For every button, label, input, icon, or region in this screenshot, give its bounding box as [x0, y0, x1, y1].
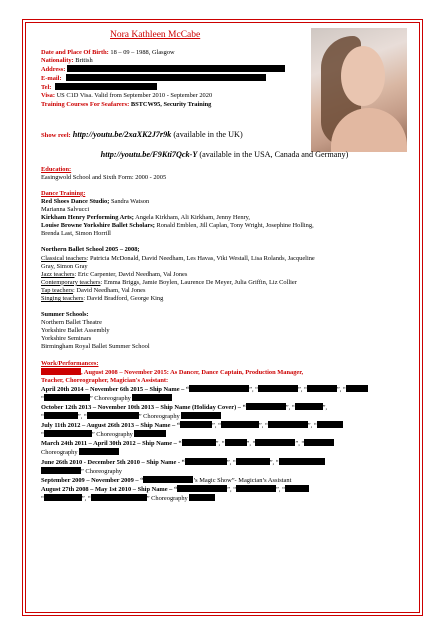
tel-line: Tel:: [41, 83, 408, 92]
showreel-link-1[interactable]: http://youtu.be/2xaXK2J7r9k: [72, 129, 172, 139]
dance-training-item: Louise Browne Yorkshire Ballet Scholars; Ronald Emblen, Jill Caplan, Tony Wright, Josephine Holling,: [41, 222, 314, 230]
nbs-line: Tap teachers: David Needham, Val Jones: [41, 286, 146, 294]
showreel-link-2[interactable]: http://youtu.be/F9Kti7Qck-Y: [100, 149, 198, 159]
summer-school-item: Yorkshire Seminars: [41, 335, 92, 343]
dance-training-heading: Dance Training:: [41, 189, 86, 197]
resume-content: [41, 30, 408, 503]
nbs-line: Jazz teachers: Eric Carpenter, David Needham, Val Jones: [41, 270, 188, 278]
summer-heading: Summer Schools:: [41, 311, 89, 319]
redacted-email: [66, 74, 266, 81]
work-line: April 20th 2014 – November 6th 2015 – Ship Name – “ ”, “ ”, “ ”, “: [41, 385, 408, 394]
redacted-address: [67, 65, 285, 72]
work-line: September 2009 – November 2009 – “ ’s Magic Show”- Magician’s Assistant: [41, 476, 292, 484]
nbs-line: Gray, Simon Gray: [41, 262, 88, 270]
summer-school-item: Yorkshire Ballet Assembly: [41, 327, 110, 335]
work-line: March 24th 2011 – April 30th 2012 – Ship Name – “ ”, “ ”, “ ”, “: [41, 439, 408, 448]
visa-line: Visa: US C1D Visa. Valid from September 2010 - September 2020: [41, 92, 213, 100]
showreel-line-1: Show reel: http://youtu.be/2xaXK2J7r9k (available in the UK): [41, 129, 243, 139]
work-line-cont: “ ”, “ ” Choreography: [41, 412, 408, 421]
address-line: Address:: [41, 65, 408, 74]
nationality-line: Nationality: British: [41, 57, 93, 65]
dob-line: Date and Place Of Birth: 18 – 09 – 1988, Glasgow: [41, 49, 175, 56]
work-line-cont: “ ” Choreography: [41, 430, 408, 439]
summer-school-item: Birmingham Royal Ballet Summer School: [41, 343, 150, 351]
work-line: October 12th 2013 – November 10th 2013 – Ship Name (Holiday Cover) – “ ”, “ ”,: [41, 404, 328, 411]
education-heading: Education:: [41, 165, 72, 173]
work-intro-2: Teacher, Choreographer, Magician's Assistant:: [41, 376, 169, 384]
work-intro: , August 2008 – November 2015: As Dancer, Dance Captain, Production Manager,: [41, 368, 408, 377]
redacted-company: [41, 368, 81, 375]
training-courses-line: Training Courses For Seafarers: BSTCW95, Security Training: [41, 100, 212, 108]
resume-name: Nora Kathleen McCabe: [110, 30, 201, 40]
education-value: Easingwold School and Sixth Form: 2000 - 2005: [41, 173, 167, 181]
work-line: August 27th 2008 – May 1st 2010 – Ship Name – “ ”, “ ”, “: [41, 485, 408, 494]
redacted-tel: [55, 83, 157, 90]
nbs-line: Contemporary teachers: Emma Briggs, Jamie Boylen, Laurence De Meyer, Julia Griffin, Liz Collier: [41, 278, 297, 286]
dance-training-item: Brenda Last, Simon Horrill: [41, 230, 111, 238]
dance-training-item: Red Shoes Dance Studio; Sandra Watson: [41, 197, 150, 205]
showreel-line-2: http://youtu.be/F9Kti7Qck-Y (available in the USA, Canada and Germany): [100, 149, 349, 159]
nbs-line: Singing teachers: David Bradford, George King: [41, 294, 164, 302]
dance-training-item: Kirkham Henry Performing Arts; Angela Kirkham, Ali Kirkham, Jenny Henry,: [41, 214, 251, 222]
work-line-cont: “ ”, “ ” Choreography: [41, 494, 408, 503]
work-line-cont: “ ” Choreography: [41, 394, 408, 403]
summer-school-item: Northern Ballet Theatre: [41, 319, 102, 327]
dance-training-item: Marianna Salvucci: [41, 206, 90, 214]
work-line-cont: ” Choreography: [41, 467, 408, 476]
nbs-line: Classical teachers: Patricia McDonald, David Needham, Les Havas, Viki Westall, Lisa Rolands, Jacqueline: [41, 254, 315, 262]
work-line: July 11th 2012 – August 26th 2013 – Ship Name – “ ”, “ ”, “ ”, “: [41, 421, 408, 430]
email-line: E-mail:: [41, 74, 408, 83]
work-line-cont: Choreography: [41, 448, 408, 457]
nbs-heading: Northern Ballet School 2005 – 2008;: [41, 246, 140, 254]
work-heading: Work/Performances:: [41, 359, 99, 367]
work-line: June 26th 2010 - December 5th 2010 – Ship Name - “ ”, “ ”, “: [41, 458, 408, 467]
